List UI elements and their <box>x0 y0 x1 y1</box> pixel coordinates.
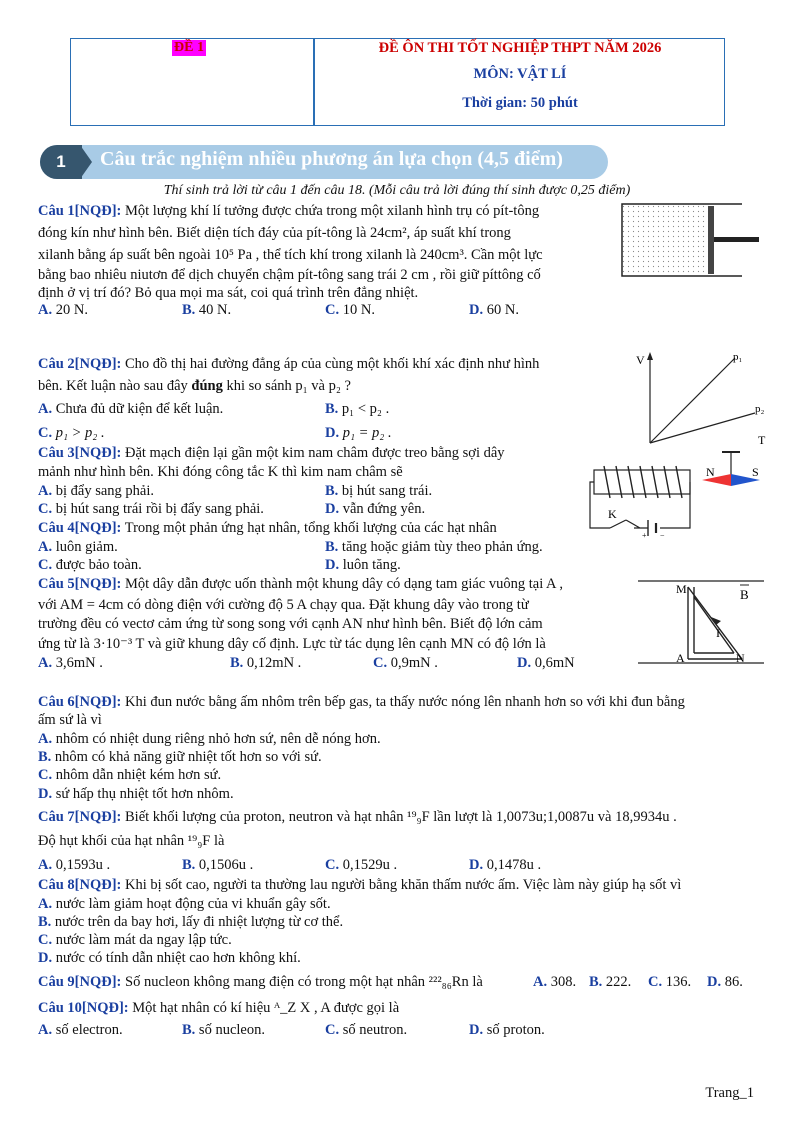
q1-option-d[interactable] <box>469 302 519 319</box>
option-text: nước trên da bay hơi, lấy đi nhiệt lượng từ cơ thể. <box>54 914 344 930</box>
battery-plus-label: + <box>642 531 647 540</box>
q7-label: Câu 7[NQĐ]: <box>38 809 122 825</box>
q10-label: Câu 10[NQĐ]: <box>38 1000 129 1016</box>
option-letter: A. <box>38 401 53 417</box>
option-text: 86. <box>724 974 743 990</box>
header-divider <box>313 39 315 125</box>
option-letter: C. <box>38 557 53 573</box>
curve-p1-label: p₁ <box>733 351 743 363</box>
option-text: số neutron. <box>342 1022 408 1038</box>
option-text: 10 N. <box>342 302 375 318</box>
option-letter: D. <box>469 302 484 318</box>
q6-text: Khi đun nước bằng ấm nhôm trên bếp gas, ta thấy nước nóng lên nhanh hơn so với khi đun bằng <box>125 694 685 710</box>
axis-v-label: V <box>636 353 645 367</box>
q6-option-c[interactable] <box>38 767 221 784</box>
option-text: p₁ > p₂ . <box>55 425 105 441</box>
option-text: 0,6mN <box>534 655 575 671</box>
q5-text: Một dây dẫn được uốn thành một khung dây có dạng tam giác vuông tại A , <box>125 576 563 592</box>
option-text: nhôm có khả năng giữ nhiệt tốt hơn so với sứ. <box>54 749 322 765</box>
option-letter: D. <box>707 974 722 990</box>
option-text: nước làm mát da ngay lập tức. <box>55 932 232 948</box>
q6-option-b[interactable] <box>38 749 322 766</box>
q4-option-a[interactable] <box>38 539 118 556</box>
option-text: 308. <box>550 974 577 990</box>
q9-label: Câu 9[NQĐ]: <box>38 974 122 990</box>
option-text: 20 N. <box>55 302 88 318</box>
option-text: bị đẩy sang phải. <box>55 483 154 499</box>
option-text: 0,9mN . <box>390 655 438 671</box>
triangle-field-figure <box>636 573 771 668</box>
exam-time: Thời gian: 50 phút <box>462 95 578 111</box>
option-text: vẫn đứng yên. <box>342 501 426 517</box>
q9-text: Số nucleon không mang điện có trong một hạt nhân ²²²₈₆Rn là <box>125 974 483 990</box>
option-letter: B. <box>325 401 339 417</box>
section-number: 1 <box>40 145 82 179</box>
q10-option-a[interactable] <box>38 1022 123 1039</box>
q6-line1 <box>38 694 685 711</box>
option-text: sứ hấp thụ nhiệt tốt hơn nhôm. <box>55 786 234 802</box>
option-text: bị hút sang trái. <box>341 483 433 499</box>
q3-option-c[interactable] <box>38 501 264 518</box>
q5-option-c[interactable] <box>373 655 438 672</box>
option-letter: D. <box>38 786 53 802</box>
battery-minus-label: − <box>660 531 665 540</box>
q6-option-a[interactable] <box>38 731 381 748</box>
option-text: 0,1593u . <box>55 857 111 873</box>
option-letter: A. <box>38 539 53 555</box>
option-letter: A. <box>38 1022 53 1038</box>
option-text: 0,1478u . <box>486 857 542 873</box>
q9-option-b[interactable] <box>589 974 631 991</box>
q2-option-a[interactable] <box>38 401 223 418</box>
option-letter: C. <box>38 501 53 517</box>
q2-text-c: khi so sánh p₁ và p₂ ? <box>222 378 351 394</box>
q8-option-b[interactable] <box>38 914 343 931</box>
option-letter: A. <box>38 857 53 873</box>
option-text: p₁ = p₂ . <box>342 425 392 441</box>
q1-text: Một lượng khí lí tưởng được chứa trong một xilanh hình trụ có pít-tông <box>125 203 540 219</box>
q3-line1 <box>38 445 505 462</box>
q7-text: Biết khối lượng của proton, neutron và hạt nhân ¹⁹₉F lần lượt là 1,0073u;1,0087u và 18,9934u . <box>125 809 677 825</box>
q10-option-b[interactable] <box>182 1022 265 1039</box>
option-letter: D. <box>325 557 340 573</box>
q1-line3: xilanh bằng áp suất bên ngoài 10⁵ Pa , thể tích khí trong xilanh là 240cm³. Cần một lực <box>38 247 543 263</box>
q4-label: Câu 4[NQĐ]: <box>38 520 122 536</box>
option-letter: A. <box>38 483 53 499</box>
option-letter: D. <box>325 501 340 517</box>
q5-option-a[interactable] <box>38 655 103 672</box>
option-letter: C. <box>325 302 340 318</box>
q2-text-a: bên. Kết luận nào sau đây <box>38 378 192 394</box>
switch-k-label: K <box>608 507 617 521</box>
q9-option-d[interactable] <box>707 974 743 991</box>
q8-option-c[interactable] <box>38 932 232 949</box>
q3-line2: mảnh như hình bên. Khi đóng công tắc K thì kim nam châm sẽ <box>38 464 403 480</box>
option-letter: D. <box>469 1022 484 1038</box>
compass-n-label: N <box>706 465 715 479</box>
option-text: nước có tính dẫn nhiệt cao hơn không khí. <box>55 950 301 966</box>
axis-t-label: T <box>758 433 766 447</box>
option-letter: B. <box>230 655 244 671</box>
option-letter: B. <box>38 749 52 765</box>
option-letter: C. <box>648 974 663 990</box>
option-letter: A. <box>38 655 53 671</box>
page-number: Trang_1 <box>705 1085 754 1101</box>
q3-option-d[interactable] <box>325 501 425 518</box>
q9-option-a[interactable] <box>533 974 576 991</box>
option-letter: B. <box>182 857 196 873</box>
q1-line1 <box>38 203 539 220</box>
option-text: luôn tăng. <box>342 557 401 573</box>
option-letter: C. <box>325 857 340 873</box>
q9-line1 <box>38 974 483 991</box>
exam-title: ĐỀ ÔN THI TỐT NGHIỆP THPT NĂM 2026 <box>378 40 662 56</box>
solenoid-figure <box>590 450 780 540</box>
option-letter: D. <box>325 425 340 441</box>
option-text: luôn giảm. <box>55 539 118 555</box>
q5-line3: trường đều có vectơ cảm ứng từ song song với cạnh AN như hình bên. Biết độ lớn cảm <box>38 616 543 632</box>
option-letter: A. <box>38 731 53 747</box>
option-text: 136. <box>665 974 692 990</box>
q1-option-b[interactable] <box>182 302 231 319</box>
option-letter: A. <box>38 302 53 318</box>
option-letter: C. <box>38 932 53 948</box>
option-letter: C. <box>325 1022 340 1038</box>
current-i-label: I <box>716 626 720 640</box>
q3-text: Đặt mạch điện lại gần một kim nam châm được treo bằng sợi dây <box>125 445 505 461</box>
q5-label: Câu 5[NQĐ]: <box>38 576 122 592</box>
q10-text: Một hạt nhân có kí hiệu ᴬ_Z X , A được gọi là <box>132 1000 400 1016</box>
q7-line2: Độ hụt khối của hạt nhân ¹⁹₉F là <box>38 833 225 849</box>
q7-option-c[interactable] <box>325 857 397 874</box>
q8-option-d[interactable] <box>38 950 301 967</box>
option-letter: B. <box>182 302 196 318</box>
option-text: được bảo toàn. <box>55 557 142 573</box>
q1-line2: đóng kín như hình bên. Biết diện tích đáy của pít-tông là 24cm², áp suất khí trong <box>38 225 511 241</box>
q4-line1 <box>38 520 497 537</box>
q6-line2: ấm sứ là vì <box>38 712 102 728</box>
q1-option-a[interactable] <box>38 302 88 319</box>
q2-label: Câu 2[NQĐ]: <box>38 356 122 372</box>
option-letter: D. <box>517 655 532 671</box>
option-letter: B. <box>325 539 339 555</box>
q5-option-d[interactable] <box>517 655 575 672</box>
option-text: 0,12mN . <box>246 655 302 671</box>
section-arrow <box>80 145 92 179</box>
q2-emphasis: đúng <box>191 378 223 394</box>
curve-p2-label: p₂ <box>755 403 765 415</box>
q5-option-b[interactable] <box>230 655 301 672</box>
section-instruction: Thí sinh trả lời từ câu 1 đến câu 18. (Mỗi câu trả lời đúng thí sinh được 0,25 điểm) <box>163 183 631 198</box>
q5-line2: với AM = 4cm có dòng điện với cường độ 5 A chạy qua. Đặt khung dây vào trong từ <box>38 597 529 613</box>
q7-option-d[interactable] <box>469 857 541 874</box>
option-letter: A. <box>38 896 53 912</box>
option-text: 40 N. <box>198 302 232 318</box>
cylinder-figure <box>622 200 762 282</box>
field-b-label: B <box>740 587 749 602</box>
option-text: Chưa đủ dữ kiện để kết luận. <box>55 401 224 417</box>
q6-option-d[interactable] <box>38 786 234 803</box>
q4-option-b[interactable] <box>325 539 543 556</box>
option-text: nước làm giảm hoạt động của vi khuẩn gây sốt. <box>55 896 331 912</box>
q1-line4: bằng bao nhiêu niutơn để dịch chuyển chậm pít-tông sang trái 2 cm , rồi giữ píttông cố <box>38 267 541 283</box>
section-title: Câu trắc nghiệm nhiều phương án lựa chọn (4,5 điểm) <box>100 148 563 170</box>
q7-option-a[interactable] <box>38 857 110 874</box>
option-letter: C. <box>373 655 388 671</box>
option-text: 60 N. <box>486 302 519 318</box>
option-text: số nucleon. <box>198 1022 265 1038</box>
q2-line1 <box>38 356 539 373</box>
q4-option-d[interactable] <box>325 557 401 574</box>
q1-label: Câu 1[NQĐ]: <box>38 203 122 219</box>
q7-line1 <box>38 809 677 826</box>
q2-text: Cho đồ thị hai đường đẳng áp của cùng một khối khí xác định như hình <box>125 356 540 372</box>
q7-option-b[interactable] <box>182 857 253 874</box>
option-letter: B. <box>589 974 603 990</box>
option-text: tăng hoặc giảm tùy theo phản ứng. <box>341 539 543 555</box>
option-letter: D. <box>38 950 53 966</box>
q3-option-a[interactable] <box>38 483 154 500</box>
q2-option-c[interactable] <box>38 425 105 442</box>
q6-label: Câu 6[NQĐ]: <box>38 694 122 710</box>
option-text: nhôm dẫn nhiệt kém hơn sứ. <box>55 767 222 783</box>
q4-text: Trong một phản ứng hạt nhân, tổng khối lượng của các hạt nhân <box>124 520 497 536</box>
q10-option-c[interactable] <box>325 1022 407 1039</box>
isobar-graph <box>630 348 770 448</box>
option-text: nhôm có nhiệt dung riêng nhỏ hơn sứ, nên dễ nóng hơn. <box>55 731 381 747</box>
vertex-a-label: A <box>676 651 685 665</box>
option-text: bị hút sang trái rồi bị đẩy sang phải. <box>55 501 264 517</box>
option-letter: C. <box>38 425 53 441</box>
option-letter: A. <box>533 974 548 990</box>
q3-option-b[interactable] <box>325 483 432 500</box>
q8-option-a[interactable] <box>38 896 331 913</box>
option-letter: B. <box>325 483 339 499</box>
q1-line5: định ở vị trí đó? Bỏ qua mọi ma sát, coi quá trình trên đẳng nhiệt. <box>38 285 419 301</box>
q3-label: Câu 3[NQĐ]: <box>38 445 122 461</box>
q4-option-c[interactable] <box>38 557 142 574</box>
option-text: số proton. <box>486 1022 545 1038</box>
q1-option-c[interactable] <box>325 302 375 319</box>
q9-option-c[interactable] <box>648 974 691 991</box>
q10-option-d[interactable] <box>469 1022 545 1039</box>
option-text: 0,1506u . <box>198 857 254 873</box>
q2-option-b[interactable] <box>325 401 389 418</box>
option-letter: C. <box>38 767 53 783</box>
option-letter: B. <box>182 1022 196 1038</box>
exam-subject: MÔN: VẬT LÍ <box>473 66 567 82</box>
exam-code: ĐỀ 1 <box>174 40 204 55</box>
q5-line4: ứng từ là 3·10⁻³ T và giữ khung dây cố định. Lực từ tác dụng lên cạnh MN có độ lớn là <box>38 636 546 652</box>
option-text: 222. <box>605 974 632 990</box>
option-text: 0,1529u . <box>342 857 398 873</box>
q8-line1 <box>38 877 681 894</box>
q10-line1 <box>38 1000 399 1017</box>
vertex-m-label: M <box>676 582 687 596</box>
q2-line2 <box>38 378 351 395</box>
option-text: 3,6mN . <box>55 655 103 671</box>
q2-option-d[interactable] <box>325 425 392 442</box>
q5-line1 <box>38 576 563 593</box>
q8-text: Khi bị sốt cao, người ta thường lau người bằng khăn thấm nước ấm. Việc làm này giúp hạ sốt vì <box>125 877 682 893</box>
option-letter: B. <box>38 914 52 930</box>
q8-label: Câu 8[NQĐ]: <box>38 877 122 893</box>
option-text: p₁ < p₂ . <box>341 401 390 417</box>
compass-s-label: S <box>752 465 759 479</box>
option-text: số electron. <box>55 1022 123 1038</box>
option-letter: D. <box>469 857 484 873</box>
vertex-n-label: N <box>736 651 745 665</box>
